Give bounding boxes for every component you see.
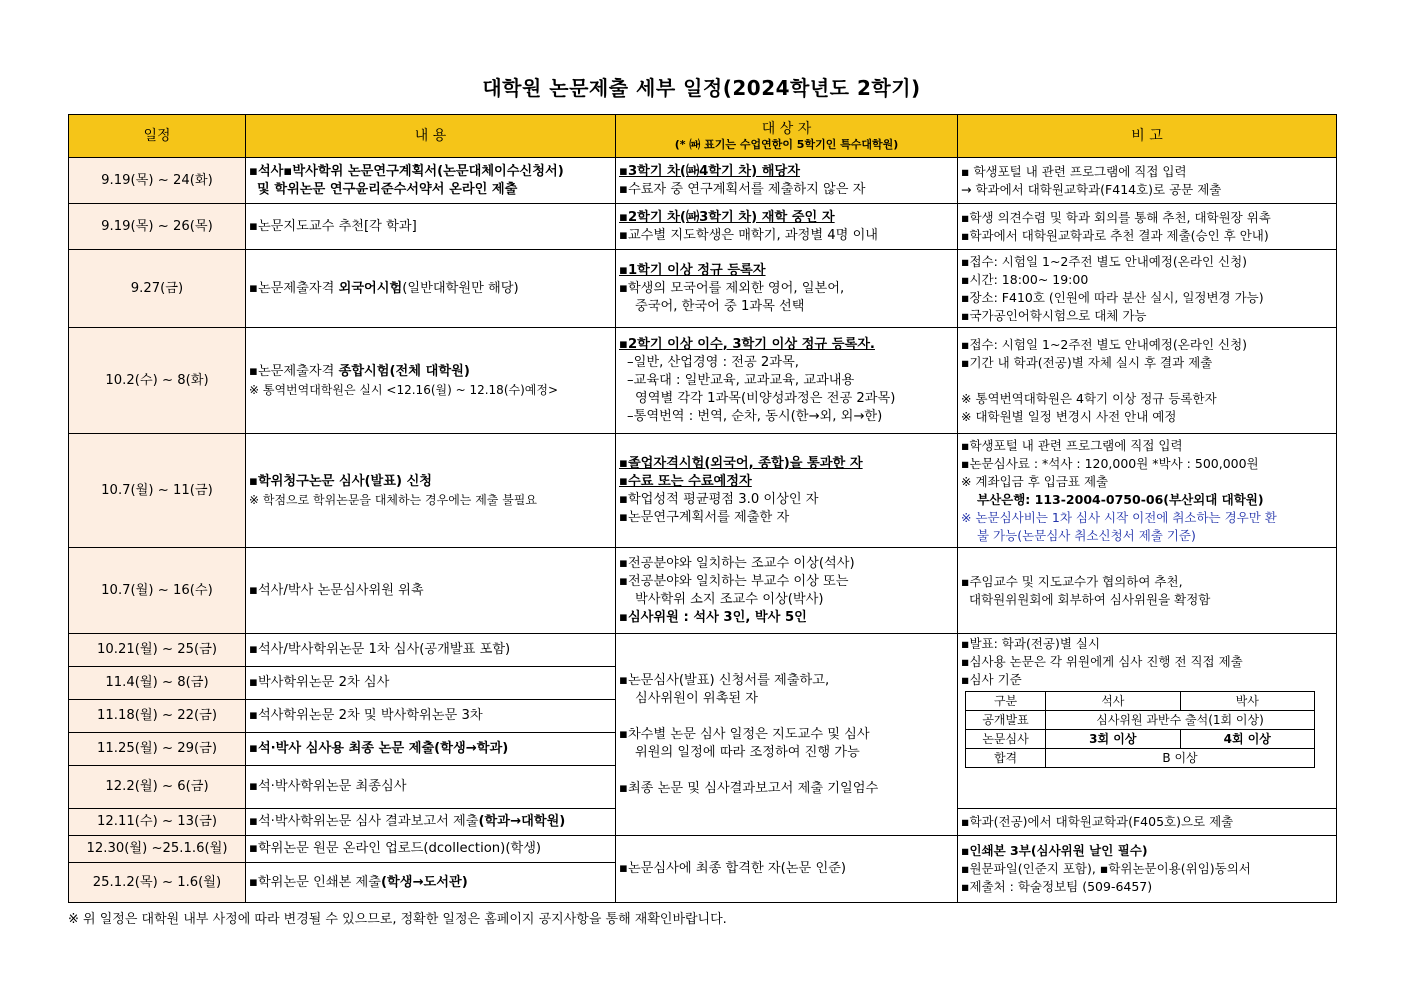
row-content: ▪석사학위논문 2차 및 박사학위논문 3차 xyxy=(246,700,616,733)
row-content: ▪논문제출자격 종합시험(전체 대학원) ※ 통역번역대학원은 실시 <12.16(월) ~ 12.18(수)예정> xyxy=(246,328,616,434)
row-target: ▪전공분야와 일치하는 조교수 이상(석사) ▪전공분야와 일치하는 부교수 이상 또는 박사학위 소지 조교수 이상(박사) ▪심사위원 : 석사 3인, 박사 5인 xyxy=(616,548,958,634)
criteria-table xyxy=(965,691,1315,768)
table-row xyxy=(69,158,1337,204)
row-date: 11.25(월) ~ 29(금) xyxy=(69,733,246,766)
row-target: ▪졸업자격시험(외국어, 종합)을 통과한 자 ▪수료 또는 수료예정자 ▪학업성적 평균평점 3.0 이상인 자 ▪논문연구계획서를 제출한 자 xyxy=(616,434,958,548)
header-date: 일정 xyxy=(69,115,246,158)
row-date: 9.27(금) xyxy=(69,250,246,328)
schedule-table xyxy=(68,114,1337,903)
criteria-row: 합격 B 이상 xyxy=(966,749,1315,768)
row-date: 25.1.2(목) ~ 1.6(월) xyxy=(69,863,246,903)
header-remarks: 비 고 xyxy=(958,115,1337,158)
row-remarks: ▪ 학생포털 내 관련 프로그램에 직접 입력 → 학과에서 대학원교학과(F414호)로 공문 제출 xyxy=(958,158,1337,204)
row-content: ▪석·박사학위논문 최종심사 xyxy=(246,766,616,809)
criteria-row: 공개발표 심사위원 과반수 출석(1회 이상) xyxy=(966,711,1315,730)
table-row xyxy=(69,204,1337,250)
row-date: 9.19(목) ~ 24(화) xyxy=(69,158,246,204)
table-row xyxy=(69,434,1337,548)
row-content: ▪학위논문 원문 온라인 업로드(dcollection)(학생) xyxy=(246,836,616,863)
row-target: ▪2학기 차(㈚3학기 차) 재학 중인 자 ▪교수별 지도학생은 매학기, 과정별 4명 이내 xyxy=(616,204,958,250)
review-remarks: ▪발표: 학과(전공)별 실시 ▪심사용 논문은 각 위원에게 심사 진행 전 직접 제출 ▪심사 기준 구분 석사 박사 공개발표 심사위원 과반수 출석(1회 이상) 논문심사 3회 이상 4회 이상 합격 B 이상 xyxy=(958,634,1337,809)
row-date: 12.2(월) ~ 6(금) xyxy=(69,766,246,809)
row-content: ▪석사/박사학위논문 1차 심사(공개발표 포함) xyxy=(246,634,616,667)
row-date: 11.18(월) ~ 22(금) xyxy=(69,700,246,733)
row-date: 10.21(월) ~ 25(금) xyxy=(69,634,246,667)
row-remarks: ▪주임교수 및 지도교수가 협의하여 추천, 대학원위원회에 회부하여 심사위원을 확정함 xyxy=(958,548,1337,634)
header-target-label: 대 상 자 xyxy=(761,121,812,137)
row-content: ▪논문제출자격 외국어시험(일반대학원만 해당) xyxy=(246,250,616,328)
page-title: 대학원 논문제출 세부 일정(2024학년도 2학기) xyxy=(482,76,921,100)
header-content: 내 용 xyxy=(246,115,616,158)
row-target: ▪3학기 차(㈚4학기 차) 해당자 ▪수료자 중 연구계획서를 제출하지 않은 자 xyxy=(616,158,958,204)
review-target: ▪논문심사(발표) 신청서를 제출하고, 심사위원이 위촉된 자 ▪차수별 논문 심사 일정은 지도교수 및 심사 위원의 일정에 따라 조정하여 진행 가능 ▪최종 논문 및 심사결과보고서 제출 기일엄수 xyxy=(616,634,958,836)
row-date: 10.7(월) ~ 11(금) xyxy=(69,434,246,548)
row-content: ▪석사▪박사학위 논문연구계획서(논문대체이수신청서) 및 학위논문 연구윤리준수서약서 온라인 제출 xyxy=(246,158,616,204)
row-date: 11.4(월) ~ 8(금) xyxy=(69,667,246,700)
row-remarks: ▪접수: 시험일 1~2주전 별도 안내예정(온라인 신청) ▪시간: 18:00~ 19:00 ▪장소: F410호 (인원에 따라 분산 실시, 일정변경 가능) ▪국가공인어학시험으로 대체 가능 xyxy=(958,250,1337,328)
row-content: ▪박사학위논문 2차 심사 xyxy=(246,667,616,700)
table-row xyxy=(69,836,1337,863)
row-content: ▪학위청구논문 심사(발표) 신청 ※ 학점으로 학위논문을 대체하는 경우에는 제출 불필요 xyxy=(246,434,616,548)
row-content: ▪석·박사 심사용 최종 논문 제출(학생→학과) xyxy=(246,733,616,766)
criteria-row: 논문심사 3회 이상 4회 이상 xyxy=(966,730,1315,749)
row-date: 12.11(수) ~ 13(금) xyxy=(69,809,246,836)
row-content: ▪석·박사학위논문 심사 결과보고서 제출(학과→대학원) xyxy=(246,809,616,836)
row-remarks: ▪접수: 시험일 1~2주전 별도 안내예정(온라인 신청) ▪기간 내 학과(전공)별 자체 실시 후 결과 제출 ※ 통역번역대학원은 4학기 이상 정규 등록한자 ※ 대학원별 일정 변경시 사전 안내 예정 xyxy=(958,328,1337,434)
row-remarks: ▪학과(전공)에서 대학원교학과(F405호)으로 제출 xyxy=(958,809,1337,836)
row-target: ▪1학기 이상 정규 등록자 ▪학생의 모국어를 제외한 영어, 일본어, 중국어, 한국어 중 1과목 선택 xyxy=(616,250,958,328)
table-row xyxy=(69,634,1337,667)
row-target: ▪2학기 이상 이수, 3학기 이상 정규 등록자. –일반, 산업경영 : 전공 2과목, –교육대 : 일반교육, 교과교육, 교과내용 영역별 각각 1과목(비양성과정은 전공 2과목) –통역번역 : 번역, 순차, 동시(한→외, 외→한) xyxy=(616,328,958,434)
table-row xyxy=(69,548,1337,634)
row-date: 10.7(월) ~ 16(수) xyxy=(69,548,246,634)
row-date: 12.30(월) ~25.1.6(월) xyxy=(69,836,246,863)
header-target-note: (* ㈚ 표기는 수업연한이 5학기인 특수대학원) xyxy=(674,138,899,151)
row-content: ▪논문지도교수 추천[각 학과] xyxy=(246,204,616,250)
footer-note: ※ 위 일정은 대학원 내부 사정에 따라 변경될 수 있으므로, 정확한 일정은 홈페이지 공지사항을 통해 재확인바랍니다. xyxy=(68,912,727,927)
row-content: ▪석사/박사 논문심사위원 위촉 xyxy=(246,548,616,634)
row-remarks: ▪학생 의견수렴 및 학과 회의를 통해 추천, 대학원장 위촉 ▪학과에서 대학원교학과로 추천 결과 제출(승인 후 안내) xyxy=(958,204,1337,250)
header-target xyxy=(616,115,958,158)
row-remarks: ▪학생포털 내 관련 프로그램에 직접 입력 ▪논문심사료 : *석사 : 120,000원 *박사 : 500,000원 ※ 계좌입금 후 입금표 제출 부산은행: 113-2004-0750-06(부산외대 대학원) ※ 논문심사비는 1차 심사 시작 이전에 취소하는 경우만 환 불 가능(논문심사 취소신청서 제출 기준) xyxy=(958,434,1337,548)
row-content: ▪학위논문 인쇄본 제출(학생→도서관) xyxy=(246,863,616,903)
final-target: ▪논문심사에 최종 합격한 자(논문 인준) xyxy=(616,836,958,903)
table-header-row xyxy=(69,115,1337,158)
final-remarks: ▪인쇄본 3부(심사위원 날인 필수) ▪원문파일(인준지 포함), ▪학위논문이용(위임)동의서 ▪제출처 : 학술정보팀 (509-6457) xyxy=(958,836,1337,903)
criteria-header-row: 구분 석사 박사 xyxy=(966,692,1315,711)
row-date: 10.2(수) ~ 8(화) xyxy=(69,328,246,434)
table-row xyxy=(69,250,1337,328)
row-date: 9.19(목) ~ 26(목) xyxy=(69,204,246,250)
table-row xyxy=(69,328,1337,434)
